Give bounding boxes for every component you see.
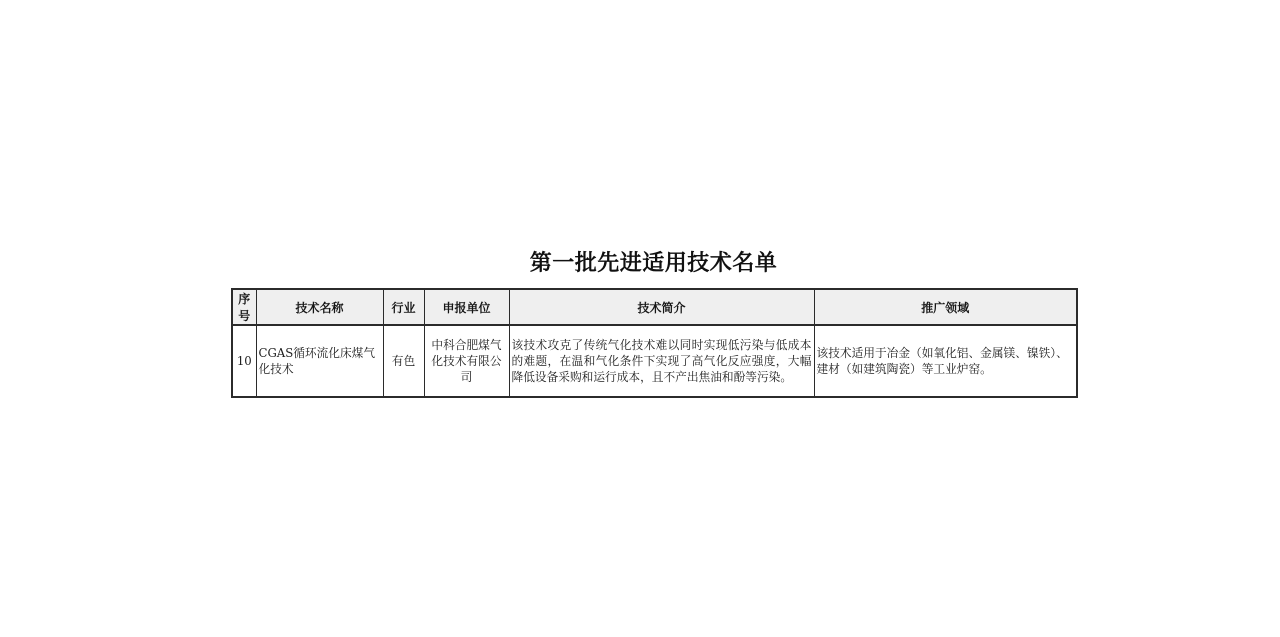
table-header-row [232, 289, 1077, 325]
cell-applicant: 中科合肥煤气化技术有限公司 [424, 325, 509, 397]
header-cell-intro: 技术简介 [509, 289, 814, 325]
table-row [232, 325, 1077, 397]
header-cell-no: 序号 [232, 289, 256, 325]
document-content [231, 249, 1076, 398]
document-title: 第一批先进适用技术名单 [529, 250, 778, 276]
header-cell-tech-name: 技术名称 [256, 289, 383, 325]
cell-field: 该技术适用于冶金（如氧化铝、金属镁、镍铁）、建材（如建筑陶瓷）等工业炉窑。 [814, 325, 1077, 397]
cell-no: 10 [232, 325, 256, 397]
cell-intro: 该技术攻克了传统气化技术难以同时实现低污染与低成本的难题，在温和气化条件下实现了高气化反应强度，大幅降低设备采购和运行成本，且不产出焦油和酚等污染。 [509, 325, 814, 397]
header-cell-applicant: 申报单位 [424, 289, 509, 325]
header-cell-industry: 行业 [383, 289, 424, 325]
header-cell-field: 推广领域 [814, 289, 1077, 325]
tech-list-table [231, 288, 1078, 398]
cell-industry: 有色 [383, 325, 424, 397]
cell-tech-name: CGAS循环流化床煤气化技术 [256, 325, 383, 397]
